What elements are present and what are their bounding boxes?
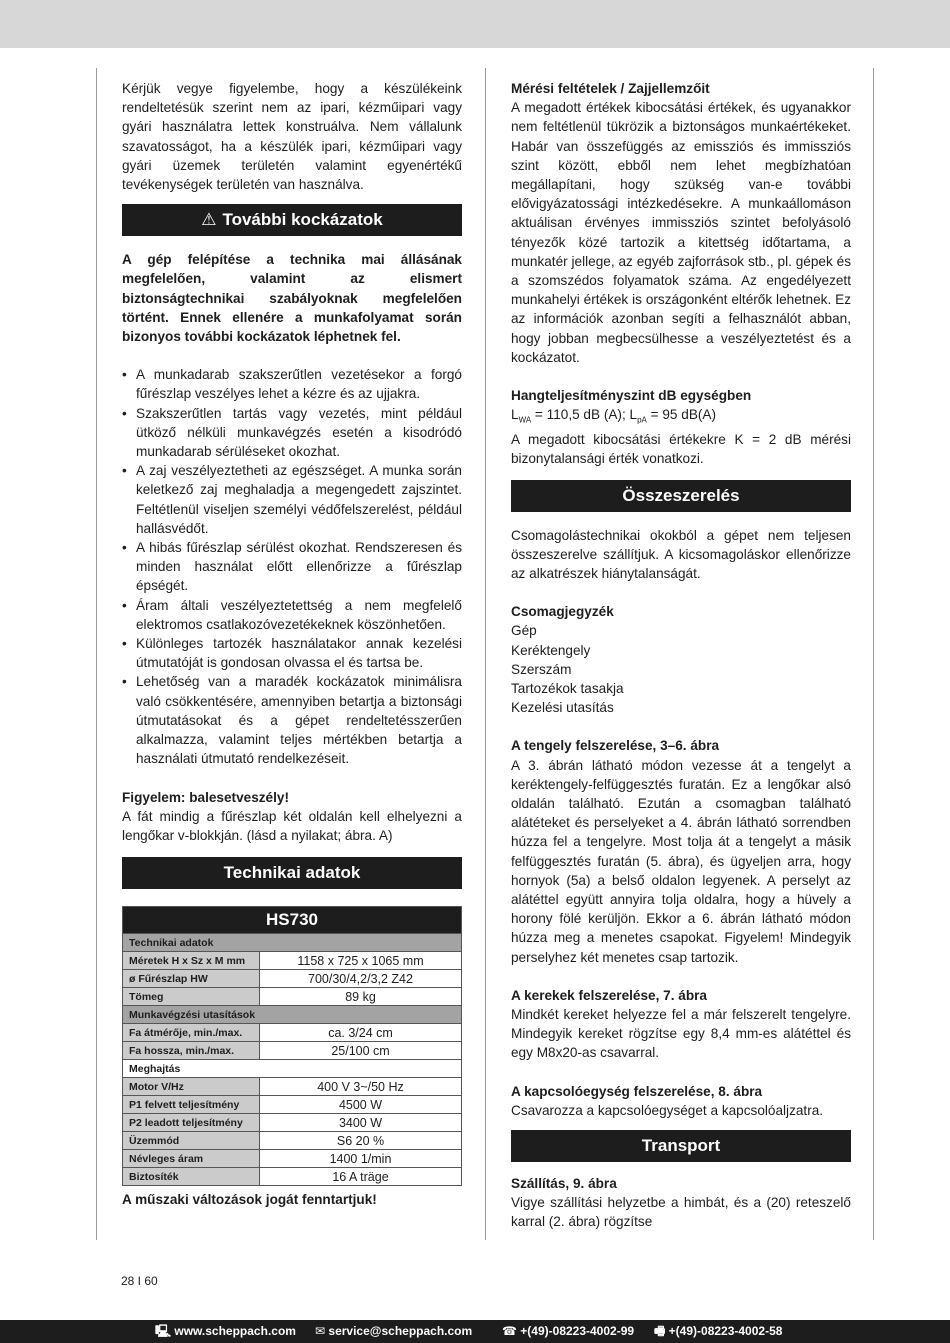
spec-value: 25/100 cm — [260, 1042, 462, 1060]
spec-group-label: Technikai adatok — [123, 934, 462, 952]
spec-value: 700/30/4,2/3,2 Z42 — [260, 970, 462, 988]
reserve-note: A műszaki változások jogát fenntartjuk! — [122, 1192, 377, 1208]
spec-value: 1400 1/min — [260, 1150, 462, 1168]
spec-group-label: Meghajtás — [123, 1060, 462, 1078]
mail-icon: ✉ — [315, 1324, 326, 1338]
risk-item: • A zaj veszélyeztetheti az egészséget. A munka során keletkező zaj meghaladja a megengedett zajszintet. Feltétlenül viseljen személyi védőfelszerelést, például hallásvédőt. — [122, 461, 462, 538]
spec-row — [123, 1006, 462, 1024]
spec-value: 4500 W — [260, 1096, 462, 1114]
right-rule — [873, 68, 874, 1240]
monitor-icon: 🖳 — [155, 1324, 172, 1338]
transport-heading: Transport — [511, 1130, 851, 1162]
spec-value: 400 V 3~/50 Hz — [260, 1078, 462, 1096]
pack-item: Szerszám — [511, 661, 572, 677]
spec-label: Motor V/Hz — [123, 1078, 260, 1096]
spec-row — [123, 934, 462, 952]
warning-triangle-icon: ⚠ — [201, 210, 217, 230]
spec-row — [123, 1132, 462, 1150]
caution-title: Figyelem: balesetveszély! — [122, 789, 289, 805]
risk-item: • Különleges tartozék használatakor annak kezelési útmutatóját is gondosan olvassa el és tartsa be. — [122, 634, 462, 672]
spec-row — [123, 1150, 462, 1168]
footer-fax[interactable]: 🖷 +(49)-08223-4002-58 — [654, 1324, 783, 1338]
measurement-title: Mérési feltételek / Zajjellemzőit — [511, 81, 710, 96]
pack-list — [511, 621, 851, 717]
spec-label: P1 felvett teljesítmény — [123, 1096, 260, 1114]
spec-table — [122, 933, 462, 1186]
wheels-text: Mindkét kereket helyezze fel a már felszerelt tengelyre. Mindegyik kereket rögzítse egy 8,4 mm-es alátéttel és egy M8x20-as csavarral. — [511, 1007, 851, 1061]
sound-values: $L_{WA} = 110,5$ dB (A); $L_{pA} = 95$ dB(A) — [511, 407, 717, 425]
footer-web[interactable]: 🖳 www.scheppach.com — [155, 1324, 296, 1338]
spec-row — [123, 952, 462, 970]
spec-row — [123, 1042, 462, 1060]
footer-bar — [0, 1320, 950, 1343]
top-header-bar — [0, 0, 950, 48]
page-number: 28 I 60 — [121, 1274, 158, 1288]
pack-item: Keréktengely — [511, 642, 591, 658]
fax-icon: 🖷 — [654, 1324, 666, 1338]
spec-value: 3400 W — [260, 1114, 462, 1132]
caution-text: A fát mindig a fűrészlap két oldalán kell elhelyezni a lengőkar v-blokkján. (lásd a nyilakat; ábra. A) — [122, 808, 462, 843]
axle-text: A 3. ábrán látható módon vezesse át a tengelyt a keréktengely-felfüggesztés furatán. Ez a lengőkar alsó oldalán található. Ezután a csomagban található alátéteket és perselyeket a 4. ábrán látható sorrendben húzza fel a tengelyre. Most tolja át a tengelyt a másik felfüggesztés furatán (5. ábra), és ügyeljen arra, hogy hornyok (5a) a belső oldalon legyenek. A perselyt az alátéttel együtt annyira tolja oldalra, hogy a hüvely a horony fölé kerüljön. Ekkor a 6. ábrán látható módon húzza meg a menetes csapokat. Figyelem! Mindegyik perselyhez két menetes csap tartozik. — [511, 757, 851, 965]
spec-row — [123, 1168, 462, 1186]
footer-email[interactable]: ✉ service@scheppach.com — [315, 1324, 473, 1338]
spec-row — [123, 1114, 462, 1132]
measurement-text: A megadott értékek kibocsátási értékek, és ugyanakkor nem feltétlenül tükrözik a biztonságos munkaértékeket. Habár van összefüggés az emissziós és immissziós szint között, ebből nem lehet megbízhatóan megállapítani, hogy szükség van-e további elővigyázatossági intézkedésekre. A munkaállomáson aktuálisan érvényes immissziós szintet befolyásoló tényezők közé tartozik a kitettség időtartama, a munkatér jellege, az egyéb zajforrások stb., pl. gépek és a szomszédos folyamatok száma. Az engedélyezett munkahelyi értékek is országonként eltérők lehetnek. Ez az információk azonban segíti a felhasználót abban, hogy jobban megbecsülhesse a veszélyeztetést és a kockázatot. — [511, 100, 851, 365]
spec-value: 16 A träge — [260, 1168, 462, 1186]
spec-label: Fa átmérője, min./max. — [123, 1024, 260, 1042]
spec-label: Fa hossza, min./max. — [123, 1042, 260, 1060]
axle-title: A tengely felszerelése, 3–6. ábra — [511, 738, 720, 754]
spec-row — [123, 1096, 462, 1114]
risk-item: • A munkadarab szakszerűtlen vezetésekor a forgó fűrészlap veszélyes lehet a kézre és az ujjakra. — [122, 365, 462, 403]
sound-title: Hangteljesítményszint dB egységben — [511, 388, 752, 404]
pack-item: Tartozékok tasakja — [511, 681, 624, 696]
tech-data-heading: Technikai adatok — [122, 857, 462, 889]
pack-title: Csomagjegyzék — [511, 604, 614, 620]
spec-label: ø Fűrészlap HW — [123, 970, 260, 988]
model-heading: HS730 — [123, 907, 461, 933]
intro-paragraph: Kérjük vegye figyelembe, hogy a készülékeink rendeltetésük szerint nem az ipari, kézműipari vagy gyári használatra lettek konstruálva. Nem vállalunk szavatosságot, ha a készülék ipari, kézműipari vagy gyári üzemek területén valamint egyenértékű tevékenységek területén van használva. — [122, 81, 462, 193]
spec-row — [123, 1060, 462, 1078]
risk-list — [122, 365, 462, 768]
spec-value: ca. 3/24 cm — [260, 1024, 462, 1042]
risks-heading: ⚠ További kockázatok — [122, 204, 462, 236]
spec-label: Méretek H x Sz x M mm — [123, 952, 260, 970]
phone-icon: ☎ — [502, 1324, 517, 1338]
risk-item: • A hibás fűrészlap sérülést okozhat. Rendszeresen és minden használat előtt ellenőrizze a fűrészlap épségét. — [122, 538, 462, 596]
center-rule — [485, 68, 486, 1240]
right-column — [511, 79, 851, 1232]
spec-label: Biztosíték — [123, 1168, 260, 1186]
spec-label: Tömeg — [123, 988, 260, 1006]
footer-phone[interactable]: ☎ +(49)-08223-4002-99 — [502, 1324, 635, 1338]
shipping-text: Vigye szállítási helyzetbe a himbát, és a (20) reteszelő karral (2. ábra) rögzítse — [511, 1195, 851, 1230]
spec-row — [123, 970, 462, 988]
wheels-title: A kerekek felszerelése, 7. ábra — [511, 987, 707, 1003]
risk-item: • Szakszerűtlen tartás vagy vezetés, mint például ütköző nélküli munkavégzés esetén a kisodródó munkadarab sérüléseket okozhat. — [122, 404, 462, 462]
risk-item: • Áram általi veszélyeztetettség a nem megfelelő elektromos csatlakozóvezetékeknek köszönhetően. — [122, 596, 462, 634]
pack-item: Kezelési utasítás — [511, 700, 614, 716]
spec-group-label: Munkavégzési utasítások — [123, 1006, 462, 1024]
spec-value: 89 kg — [260, 988, 462, 1006]
spec-label: P2 leadott teljesítmény — [123, 1114, 260, 1132]
spec-value: S6 20 % — [260, 1132, 462, 1150]
risks-intro: A gép felépítése a technika mai állásának megfelelően, valamint az elismert biztonságtechnikai szabályoknak megfelelően történt. Ennek ellenére a munkafolyamat során bizonyos további kockázatok léphetnek fel. — [122, 252, 462, 345]
spec-label: Névleges áram — [123, 1150, 260, 1168]
shipping-title: Szállítás, 9. ábra — [511, 1176, 617, 1192]
switch-text: Csavarozza a kapcsolóegységet a kapcsolóaljzatra. — [511, 1102, 824, 1118]
sound-text: A megadott kibocsátási értékekre K = 2 dB mérési bizonytalansági érték vonatkozi. — [511, 432, 851, 467]
assembly-text: Csomagolástechnikai okokból a gépet nem teljesen összeszerelve szállítjuk. A kicsomagoláskor ellenőrizze az alkatrészek hiánytalanságát. — [511, 527, 851, 581]
spec-row — [123, 1078, 462, 1096]
pack-item: Gép — [511, 623, 537, 639]
spec-row — [123, 1024, 462, 1042]
spec-value: 1158 x 725 x 1065 mm — [260, 952, 462, 970]
left-rule — [96, 68, 97, 1240]
left-column — [122, 79, 462, 1209]
switch-title: A kapcsolóegység felszerelése, 8. ábra — [511, 1083, 763, 1099]
assembly-heading: Összeszerelés — [511, 480, 851, 512]
spec-row — [123, 988, 462, 1006]
risk-item: • Lehetőség van a maradék kockázatok minimálisra való csökkentésére, amennyiben betartja a biztonsági útmutatásokat és a gépet rendeltetésszerűen alkalmazza, valamint teljes mértékben betartja a használati útmutató rendelkezéseit. — [122, 672, 462, 768]
spec-label: Üzemmód — [123, 1132, 260, 1150]
